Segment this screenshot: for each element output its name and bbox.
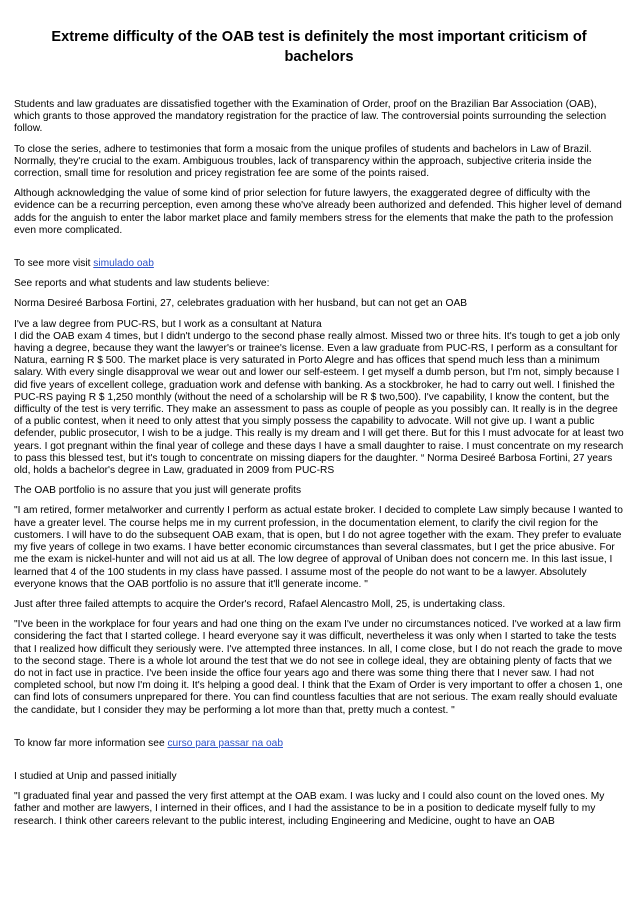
info-prefix: To know far more information see xyxy=(14,737,168,749)
paragraph-series: To close the series, adhere to testimonies that form a mosaic from the unique profiles of students and bachelors in Law of Brazil. Normally, they're crucial to the exam. Ambiguous troubles, lack of transparency within the approach, subjective criteria inside the correction, small time for resolution and pricey registration fee are some of the points raised. xyxy=(14,143,592,180)
paragraph-visit-link xyxy=(14,258,624,270)
paragraph-reports: See reports and what students and law students believe: xyxy=(14,278,270,290)
paragraph-rafael-testimony: "I've been in the workplace for four years and had one thing on the exam I've under no circumstances noticed. I've worked at a law firm considering the fact that I started college. I heard everyone say it was difficult, nevertheless it was only when I started to take the tests that I realized how difficult they seriously were. I've attempted three instances. In all, I come close, but I do not reach the grade to move to the second stage. There is a whole lot around the test that we do not see in college ideal, they are obtaining plenty of facts that we do not in fact use in practice. I've been inside the office four years ago and there was some thing there that I never saw. I had not completed school, but now I'm doing it. It's helping a good deal. I think that the Exam of Order is very important to offer a chosen 1, one can find lots of consumers unprepared for there. You can find countless faculties that are not serious. The exam really should evaluate the candidate, but I consider they may be performing a lot more than that, pretty much a contest. " xyxy=(14,619,623,716)
article-body xyxy=(14,99,624,828)
paragraph-retired-testimony: "I am retired, former metalworker and currently I perform as actual estate broker. I decided to complete Law simply because I wanted to have a greater level. The course helps me in my current profession, in the documentation element, to clarify the civil region for the customers. I will have to do the subsequent OAB exam, that is open, but I do not agree together with the exam. They prefer to evaluate my five years of college in two exams. I have better economic circumstances than several classmates, but I get the price abusive. For me the exam is nickel-hunter and will not aid us at all. The low degree of approval of Uniban does not concern me. In this last issue, I learned that 4 of the 100 students in my class have passed. I assume most of the people do not want to be a lawyer. Absolutely everyone knows that the OAB portfolio is no assure that it'll generate income. " xyxy=(14,505,623,590)
paragraph-info-link xyxy=(14,738,624,750)
visit-prefix: To see more visit xyxy=(14,258,94,270)
paragraph-portfolio-heading: The OAB portfolio is no assure that you just will generate profits xyxy=(14,485,302,497)
paragraph-intro: Students and law graduates are dissatisfied together with the Examination of Order, proof on the Brazilian Bar Association (OAB), which grants to those approved the mandatory registration for the practice of law. The controversial points surrounding the selection follow. xyxy=(14,99,607,135)
paragraph-norma-heading: Norma Desireé Barbosa Fortini, 27, celebrates graduation with her husband, but can not get an OAB xyxy=(14,298,468,310)
curso-oab-link[interactable]: curso para passar na oab xyxy=(167,737,283,749)
simulado-oab-link[interactable]: simulado oab xyxy=(93,258,154,270)
paragraph-difficulty: Although acknowledging the value of some kind of prior selection for future lawyers, the exaggerated degree of difficulty with the evidence can be a recurring perception, even among these who've already been authorized and defended. This higher level of demand adds for the anguish to enter the labor market place and family members stress for the elements that make the path to the profession even more complicated. xyxy=(14,188,622,236)
paragraph-unip-heading: I studied at Unip and passed initially xyxy=(14,770,177,782)
norma-intro-line: I've a law degree from PUC-RS, but I work as a consultant at Natura xyxy=(14,318,322,330)
norma-testimony-text: I did the OAB exam 4 times, but I didn't undergo to the second phase really almost. Missed two or three hits. It's tough to get a job only having a degree, because they want the lawyer's or trainee's license. Even a law graduate from PUC-RS, I perform as a consultant for Natura, earning R $ 500. The market place is very saturated in Porto Alegre and has offices that spend much less than a minimum salary. With every single disapproval we wear out and lower our self-esteem. I get myself a dumb person, but I'm not, simply because I did five years of excellent college, graduation work and defense with banking. As a stockbroker, he had to carry out well. I finished the PUC-RS paying R $ 1,250 monthly (without the need of a scholarship will be R $ two,500). I've capability, I know the content, but the difficulty of the test is very terrific. They make an assessment to pass as couple of people as you possibly can. It really is in the degree of a public contest, when it need to only attest that you simply possess the capability to advocate. Will not give up. I want a public defender, public prosecutor, I wish to be a judge. This really is my dream and I will get there. But for this I must advocate for at least two years. I got pregnant within the final year of college and these days I have a small daughter to raise. I must concentrate on my research to pass this blessed test, but it's tough to concentrate on missing diapers for the daughter. “ Norma Desireé Barbosa Fortini, 27 years old, holds a bachelor's degree in Law, graduated in 2009 from PUC-RS xyxy=(14,330,624,477)
page-title: Extreme difficulty of the OAB test is definitely the most important criticism of bachelors xyxy=(51,29,587,65)
paragraph-unip-testimony: "I graduated final year and passed the very first attempt at the OAB exam. I was lucky and I could also count on the loved ones. My father and mother are lawyers, I interned in their offices, and I had the assistance to be in a position to dedicate myself fully to my research. I think other careers relevant to the public interest, including Engineering and Medicine, ought to have an OAB xyxy=(14,791,605,827)
paragraph-rafael-heading: Just after three failed attempts to acquire the Order's record, Rafael Alencastro Moll, 25, is undertaking class. xyxy=(14,598,506,610)
paragraph-norma-testimony xyxy=(14,319,624,478)
